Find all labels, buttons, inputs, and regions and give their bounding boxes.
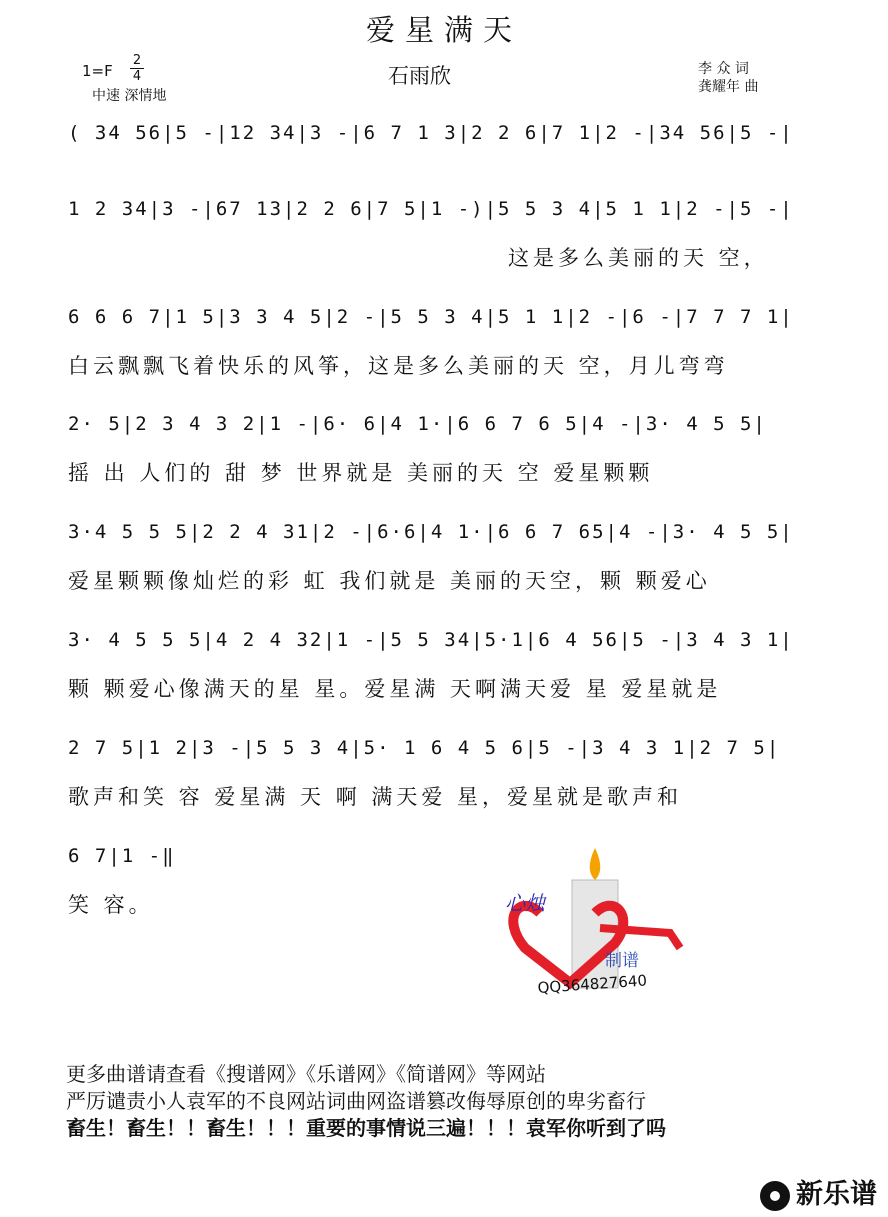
logo-made-text: 制谱 xyxy=(605,951,639,971)
footer-line-3: 畜生！畜生！！畜生！！！重要的事情说三遍！！！袁军你听到了吗 xyxy=(66,1116,666,1140)
score-line-8-lyric: 笑 容。 xyxy=(68,893,154,917)
time-signature xyxy=(130,53,144,84)
score-line-3-notes: 6 6 6 7|1 5|3 3 4 5|2 -|5 5 3 4|5 1 1|2 -|6 -|7 7 7 1| xyxy=(68,306,794,328)
flame-icon xyxy=(590,848,601,880)
logo-heart-text: 心烛 xyxy=(505,891,545,915)
time-sig-top: 2 xyxy=(132,53,142,68)
score-line-8-notes: 6 7|1 -‖ xyxy=(68,845,176,867)
score-line-4-notes: 2· 5|2 3 4 3 2|1 -|6· 6|4 1·|6 6 7 6 5|4 -|3· 4 5 5| xyxy=(68,413,767,435)
time-sig-bottom: 4 xyxy=(132,69,142,84)
singer-name: 石雨欣 xyxy=(388,64,451,88)
score-line-7-notes: 2 7 5|1 2|3 -|5 5 3 4|5· 1 6 4 5 6|5 -|3 4 3 1|2 7 5| xyxy=(68,737,781,759)
lyricist-credit: 李 众 词 xyxy=(698,61,749,77)
score-line-6-notes: 3· 4 5 5 5|4 2 4 32|1 -|5 5 34|5·1|6 4 56|5 -|3 4 3 1| xyxy=(68,629,794,651)
tempo-marking: 中速 深情地 xyxy=(92,88,167,104)
score-line-6-lyric: 颗 颗爱心像满天的星 星。爱星满 天啊满天爱 星 爱星就是 xyxy=(68,677,722,701)
score-line-4-lyric: 摇 出 人们的 甜 梦 世界就是 美丽的天 空 爱星颗颗 xyxy=(68,461,654,485)
score-line-7-lyric: 歌声和笑 容 爱星满 天 啊 满天爱 星，爱星就是歌声和 xyxy=(68,785,683,809)
brand-name: 新乐谱 xyxy=(796,1179,877,1210)
score-line-5-notes: 3·4 5 5 5|2 2 4 31|2 -|6·6|4 1·|6 6 7 65|4 -|3· 4 5 5| xyxy=(68,521,794,543)
logo-qq-text: QQ364827640 xyxy=(537,971,648,997)
score-line-2-lyric: 这是多么美丽的天 空， xyxy=(508,246,769,270)
brand-logo[interactable] xyxy=(760,1172,877,1211)
candle-logo xyxy=(500,838,700,1008)
score-line-2-notes: 1 2 34|3 -|67 13|2 2 6|7 5|1 -)|5 5 3 4|5 1 1|2 -|5 -| xyxy=(68,198,794,220)
key-signature: 1=F xyxy=(82,62,113,80)
footer-line-1: 更多曲谱请查看《搜谱网》《乐谱网》《简谱网》等网站 xyxy=(66,1062,546,1086)
record-icon xyxy=(760,1181,790,1211)
song-title: 爱星满天 xyxy=(365,13,522,47)
score-line-3-lyric: 白云飘飘飞着快乐的风筝，这是多么美丽的天 空，月儿弯弯 xyxy=(68,354,729,378)
footer-line-2: 严厉谴责小人袁军的不良网站词曲网盗谱篡改侮辱原创的卑劣畜行 xyxy=(66,1089,646,1113)
composer-credit: 龚耀年 曲 xyxy=(698,79,759,95)
credits xyxy=(698,60,758,96)
score-line-1-notes: ( 34 56|5 -|12 34|3 -|6 7 1 3|2 2 6|7 1|2 -|34 56|5 -| xyxy=(68,122,794,144)
score-line-5-lyric: 爱星颗颗像灿烂的彩 虹 我们就是 美丽的天空，颗 颗爱心 xyxy=(68,569,711,593)
